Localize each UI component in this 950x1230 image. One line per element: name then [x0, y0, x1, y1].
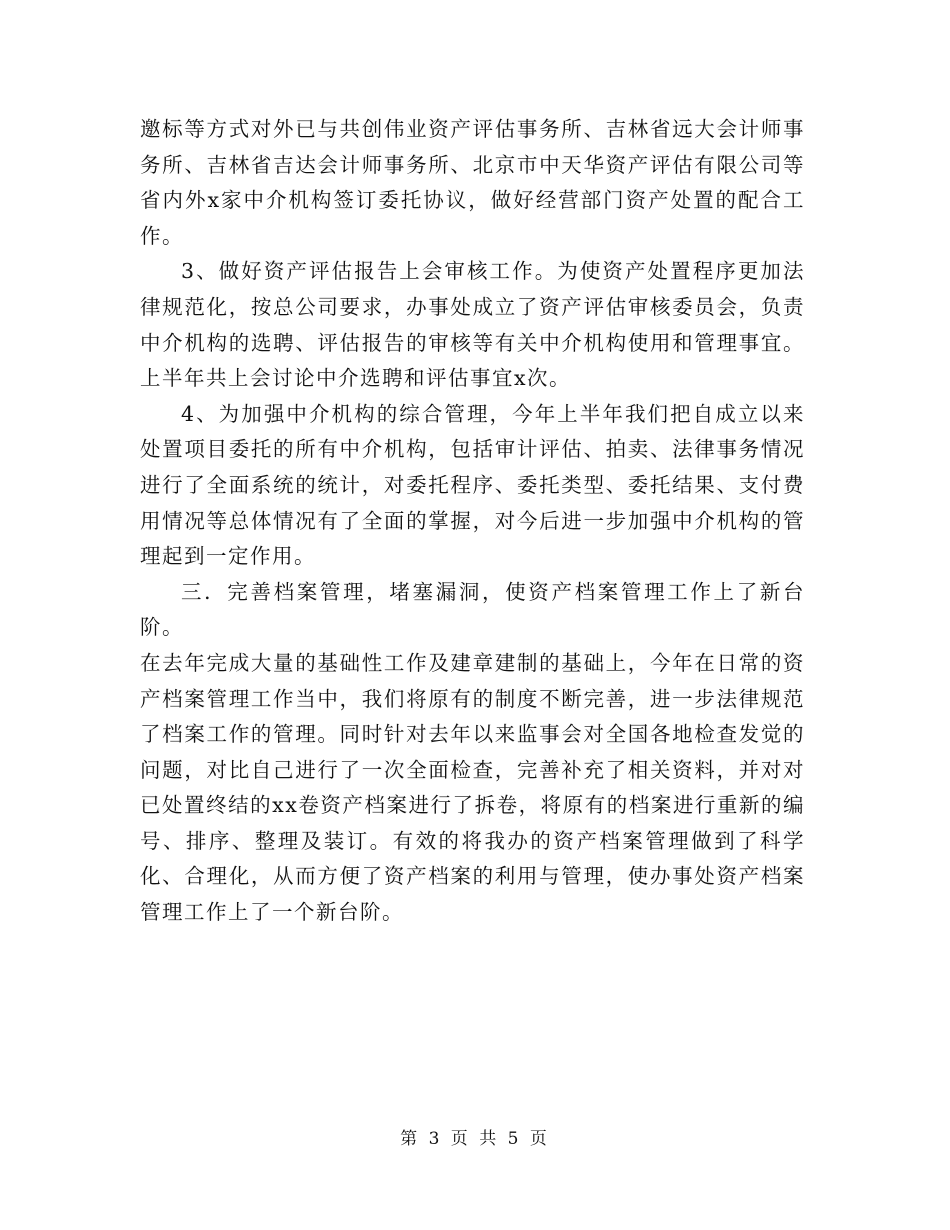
section-heading-3: 三．完善档案管理，堵塞漏洞，使资产档案管理工作上了新台阶。	[140, 579, 805, 640]
document-body	[140, 112, 805, 931]
paragraph-item-4: 4、为加强中介机构的综合管理，今年上半年我们把自成立以来处置项目委托的所有中介机构，包括审计评估、拍卖、法律事务情况进行了全面系统的统计，对委托程序、委托类型、委托结果、支付费用情况等总体情况有了全面的掌握，对今后进一步加强中介机构的管理起到一定作用。	[140, 401, 805, 569]
page-number-footer: 第 3 页 共 5 页	[400, 1129, 550, 1149]
paragraph-continuation: 邀标等方式对外已与共创伟业资产评估事务所、吉林省远大会计师事务所、吉林省吉达会计师事务所、北京市中天华资产评估有限公司等省内外x家中介机构签订委托协议，做好经营部门资产处置的配合工作。	[140, 117, 805, 248]
paragraph-item-3: 3、做好资产评估报告上会审核工作。为使资产处置程序更加法律规范化，按总公司要求，办事处成立了资产评估审核委员会，负责中介机构的选聘、评估报告的审核等有关中介机构使用和管理事宜。上半年共上会讨论中介选聘和评估事宜x次。	[140, 259, 805, 391]
paragraph-archive-management: 在去年完成大量的基础性工作及建章建制的基础上，今年在日常的资产档案管理工作当中，我们将原有的制度不断完善，进一步法律规范了档案工作的管理。同时针对去年以来监事会对全国各地检查发觉的问题，对比自己进行了一次全面检查，完善补充了相关资料，并对对已处置终结的xx卷资产档案进行了拆卷，将原有的档案进行重新的编号、排序、整理及装订。有效的将我办的资产档案管理做到了科学化、合理化，从而方便了资产档案的利用与管理，使办事处资产档案管理工作上了一个新台阶。	[140, 650, 805, 925]
